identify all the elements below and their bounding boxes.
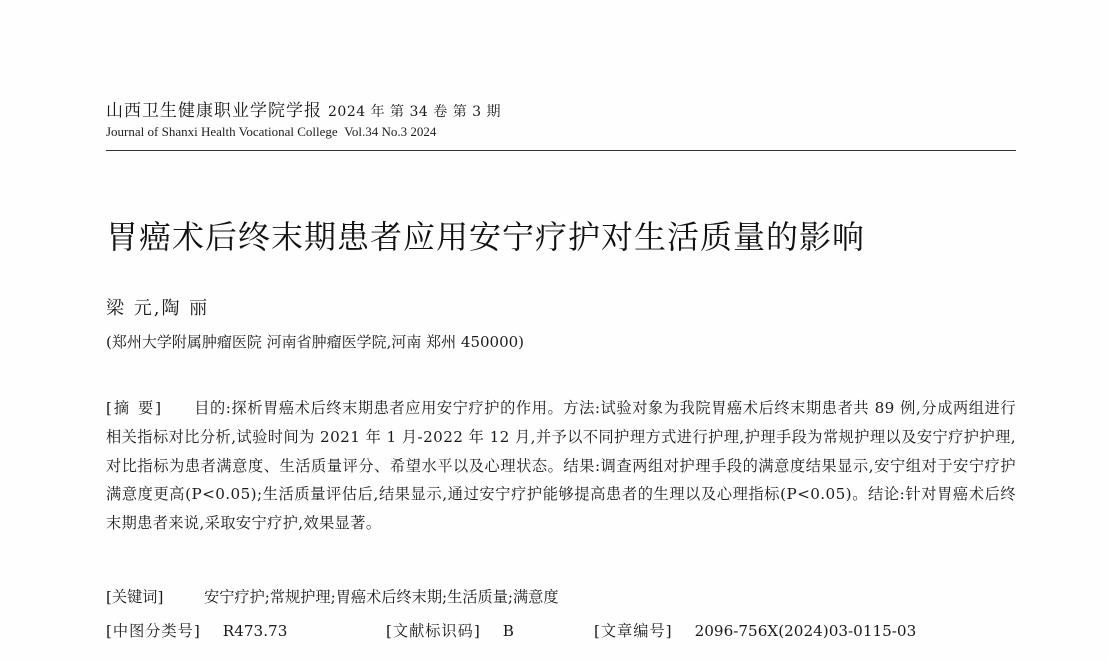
classification-row [106, 620, 1016, 644]
header-divider [106, 150, 1016, 151]
abstract-label: [摘 要] [106, 399, 164, 417]
keywords-label: [关键词] [106, 588, 164, 606]
article-number-value: 2096-756X(2024)03-0115-03 [694, 622, 917, 640]
doc-code-label: [文献标识码] [386, 622, 481, 640]
journal-issue-en: Vol.34 No.3 2024 [344, 124, 437, 139]
doc-code-cell [386, 620, 514, 641]
article-title: 胃癌术后终末期患者应用安宁疗护对生活质量的影响 [106, 218, 866, 256]
journal-name-cn: 山西卫生健康职业学院学报 [106, 101, 322, 121]
article-number-label: [文章编号] [594, 622, 673, 640]
abstract-block [106, 394, 1016, 538]
article-number-cell [594, 620, 916, 641]
journal-issue-cn: 2024 年 第 34 卷 第 3 期 [328, 104, 502, 120]
clc-cell [106, 620, 287, 641]
doc-code-value: B [502, 622, 514, 640]
keywords-block [106, 586, 559, 607]
journal-header-cn [106, 96, 501, 121]
keywords-text: 安宁疗护;常规护理;胃癌术后终末期;生活质量;满意度 [204, 588, 559, 606]
abstract-text: 目的:探析胃癌术后终末期患者应用安宁疗护的作用。方法:试验对象为我院胃癌术后终末期患者共 89 例,分成两组进行相关指标对比分析,试验时间为 2021 年 1 月-2022 年 12 月,并予以不同护理方式进行护理,护理手段为常规护理以及安宁疗护护理,对比指标为患者满意度、生活质量评分、希望水平以及心理状态。结果:调查两组对护理手段的满意度结果显示,安宁组对于安宁疗护满意度更高(P<0.05);生活质量评估后,结果显示,通过安宁疗护能够提高患者的生理以及心理指标(P<0.05)。结论:针对胃癌术后终末期患者来说,采取安宁疗护,效果显著。 [106, 399, 1016, 533]
clc-label: [中图分类号] [106, 622, 201, 640]
clc-value: R473.73 [222, 622, 288, 640]
article-authors: 梁 元,陶 丽 [106, 298, 210, 319]
journal-name-en: Journal of Shanxi Health Vocational College [106, 124, 338, 139]
journal-header-en [106, 124, 436, 140]
article-affiliation: (郑州大学附属肿瘤医院 河南省肿瘤医学院,河南 郑州 450000) [106, 333, 525, 351]
